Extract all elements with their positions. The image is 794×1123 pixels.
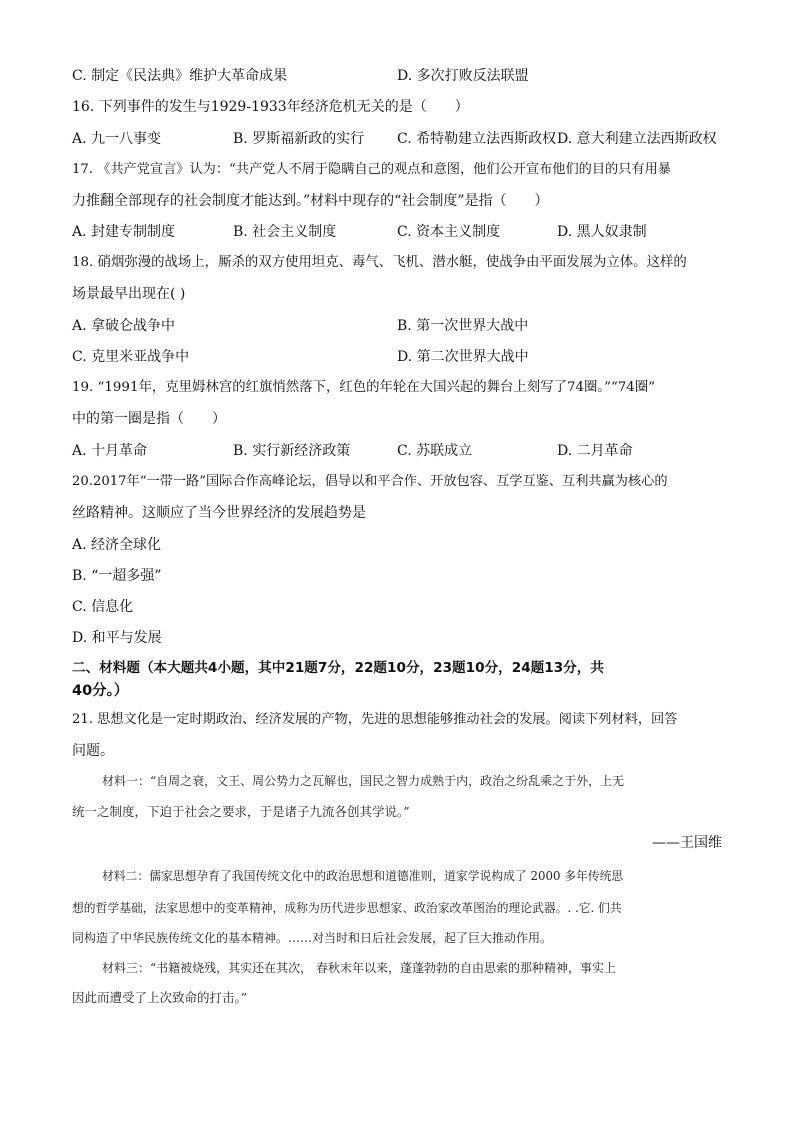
q18-option-c: C. 克里米亚战争中 (72, 349, 190, 365)
q20-option-c: C. 信息化 (72, 599, 134, 615)
q18-option-a: A. 拿破仑战争中 (72, 318, 176, 334)
q16-option-c: C. 希特勒建立法西斯政权 (397, 131, 557, 147)
q20-stem-line2: 丝路精神。这顺应了当今世界经济的发展趋势是 (72, 505, 366, 521)
material-3-line1: 材料三：“书籍被烧残，其实还在其次， 春秋末年以来，蓬蓬勃勃的自由思索的那种精神，事实上 (102, 961, 616, 975)
q21-stem-line1: 21. 思想文化是一定时期政治、经济发展的产物，先进的思想能够推动社会的发展。阅读下列材料，回答 (72, 712, 678, 727)
q21-stem-line2: 问题。 (72, 743, 114, 759)
q17-stem-line2: 力推翻全部现存的社会制度才能达到。”材料中现存的“社会制度”是指（ ） (72, 193, 549, 209)
q16-stem: 16. 下列事件的发生与1929-1933年经济危机无关的是（ ） (72, 99, 469, 115)
q19-option-c: C. 苏联成立 (397, 443, 473, 459)
material-1-attribution: ——王国维 (652, 835, 722, 851)
q20-option-d: D. 和平与发展 (72, 630, 162, 646)
q16-option-b: B. 罗斯福新政的实行 (233, 131, 365, 147)
q19-option-a: A. 十月革命 (72, 443, 148, 459)
q16-option-a: A. 九一八事变 (72, 131, 162, 147)
q18-stem-line2: 场景最早出现在( ) (72, 286, 186, 302)
q19-option-d: D. 二月革命 (557, 443, 633, 459)
q17-option-c: C. 资本主义制度 (397, 224, 501, 240)
material-1-line2: 统一之制度，下迫于社会之要求，于是诸子九流各创其学说。” (72, 804, 410, 819)
q18-stem-line1: 18. 硝烟弥漫的战场上，厮杀的双方使用坦克、毒气、飞机、潜水艇，使战争由平面发展为立体。这样的 (72, 255, 687, 270)
q20-option-b: B. “一超多强” (72, 568, 162, 584)
section-2-title-line1: 二、材料题（本大题共4小题，其中21题7分，22题10分，23题10分，24题13分，共 (72, 660, 604, 676)
material-3-line2: 因此而遭受了上次致命的打击。” (72, 990, 248, 1005)
material-1-line1: 材料一：“自周之衰，文王、周公势力之瓦解也，国民之智力成熟于内，政治之纷乱乘之于外，上无 (102, 774, 625, 788)
q16-option-d: D. 意大利建立法西斯政权 (557, 131, 717, 147)
q17-option-a: A. 封建专制制度 (72, 224, 176, 240)
q17-option-d: D. 黑人奴隶制 (557, 224, 647, 240)
material-2-line2: 想的哲学基础，法家思想中的变革精神，成称为历代进步思想家、政治家改革图治的理论武器。. .它. 们共 (72, 901, 622, 915)
section-2-title-line2: 40分。） (72, 683, 129, 699)
q17-stem-line1: 17. 《共产党宣言》认为：“共产党人不屑于隐瞒自己的观点和意图，他们公开宣布他们的目的只有用暴 (72, 162, 671, 177)
material-2-line1: 材料二：儒家思想孕育了我国传统文化中的政治思想和道德准则，道家学说构成了 2000 多年传统思 (102, 869, 624, 883)
q17-option-b: B. 社会主义制度 (233, 224, 337, 240)
q19-option-b: B. 实行新经济政策 (233, 443, 351, 459)
q20-option-a: A. 经济全球化 (72, 537, 162, 553)
q15-option-d: D. 多次打败反法联盟 (397, 68, 529, 84)
q18-option-d: D. 第二次世界大战中 (397, 349, 529, 365)
material-2-line3: 同构造了中华民族传统文化的基本精神。……对当时和日后社会发展，起了巨大推动作用。 (72, 931, 553, 945)
q18-option-b: B. 第一次世界大战中 (397, 318, 529, 334)
q19-stem-line2: 中的第一圈是指（ ） (72, 411, 226, 427)
q20-stem-line1: 20.2017年“一带一路”国际合作高峰论坛，倡导以和平合作、开放包容、互学互鉴、互利共赢为核心的 (72, 474, 668, 489)
q19-stem-line1: 19. “1991年，克里姆林宫的红旗悄然落下，红色的年轮在大国兴起的舞台上刻写了74圈。”“74圈” (72, 380, 656, 395)
q15-option-c: C. 制定《民法典》维护大革命成果 (72, 68, 288, 84)
